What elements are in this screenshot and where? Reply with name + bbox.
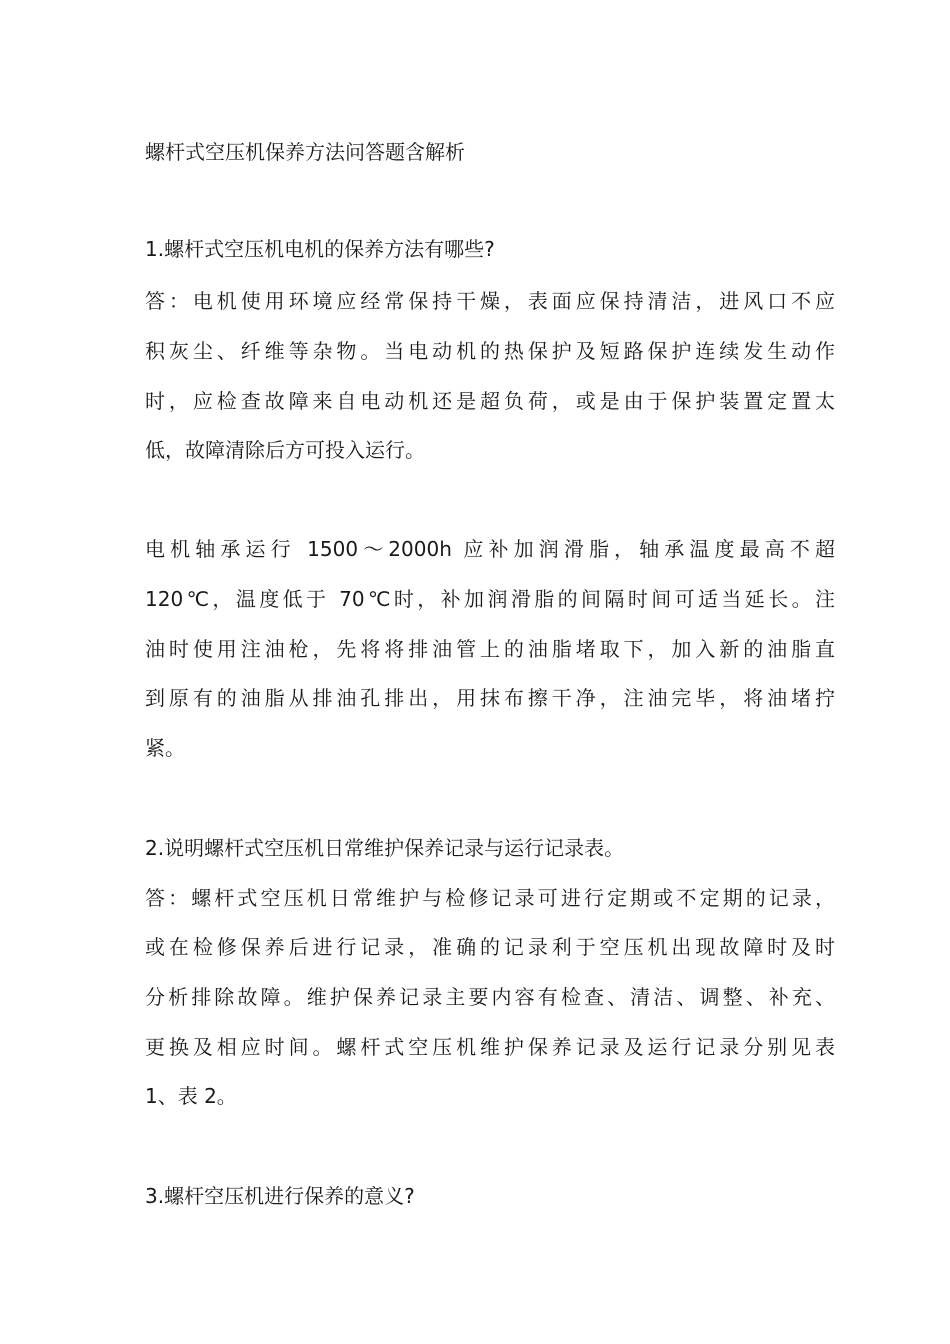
answer-1b-line-2: 120℃，温度低于 70℃时，补加润滑脂的间隔时间可适当延长。注 — [145, 587, 835, 611]
answer-1b-line-3: 油时使用注油枪，先将将排油管上的油脂堵取下，加入新的油脂直 — [145, 637, 835, 661]
answer-2-line-5: 1、表 2。 — [145, 1084, 237, 1108]
answer-2-line-3: 分析排除故障。维护保养记录主要内容有检查、清洁、调整、补充、 — [145, 985, 835, 1009]
question-1: 1.螺杆式空压机电机的保养方法有哪些? — [145, 237, 495, 261]
answer-2-line-1: 答：螺杆式空压机日常维护与检修记录可进行定期或不定期的记录， — [145, 886, 835, 910]
answer-2-line-2: 或在检修保养后进行记录，准确的记录利于空压机出现故障时及时 — [145, 935, 835, 959]
answer-1-line-3: 时，应检查故障来自电动机还是超负荷，或是由于保护装置定置太 — [145, 389, 835, 413]
answer-1-line-4: 低，故障清除后方可投入运行。 — [145, 438, 425, 462]
question-2: 2.说明螺杆式空压机日常维护保养记录与运行记录表。 — [145, 836, 625, 860]
answer-1b-line-4: 到原有的油脂从排油孔排出，用抹布擦干净，注油完毕，将油堵拧 — [145, 686, 835, 710]
answer-1b-line-5: 紧。 — [145, 736, 185, 760]
answer-2-line-4: 更换及相应时间。螺杆式空压机维护保养记录及运行记录分别见表 — [145, 1035, 835, 1059]
document-title: 螺杆式空压机保养方法问答题含解析 — [145, 140, 465, 164]
answer-1-line-1: 答：电机使用环境应经常保持干燥，表面应保持清洁，进风口不应 — [145, 289, 835, 313]
answer-1-line-2: 积灰尘、纤维等杂物。当电动机的热保护及短路保护连续发生动作 — [145, 339, 835, 363]
answer-1b-line-1: 电机轴承运行 1500～2000h 应补加润滑脂，轴承温度最高不超 — [145, 537, 835, 561]
question-3: 3.螺杆空压机进行保养的意义? — [145, 1184, 415, 1208]
